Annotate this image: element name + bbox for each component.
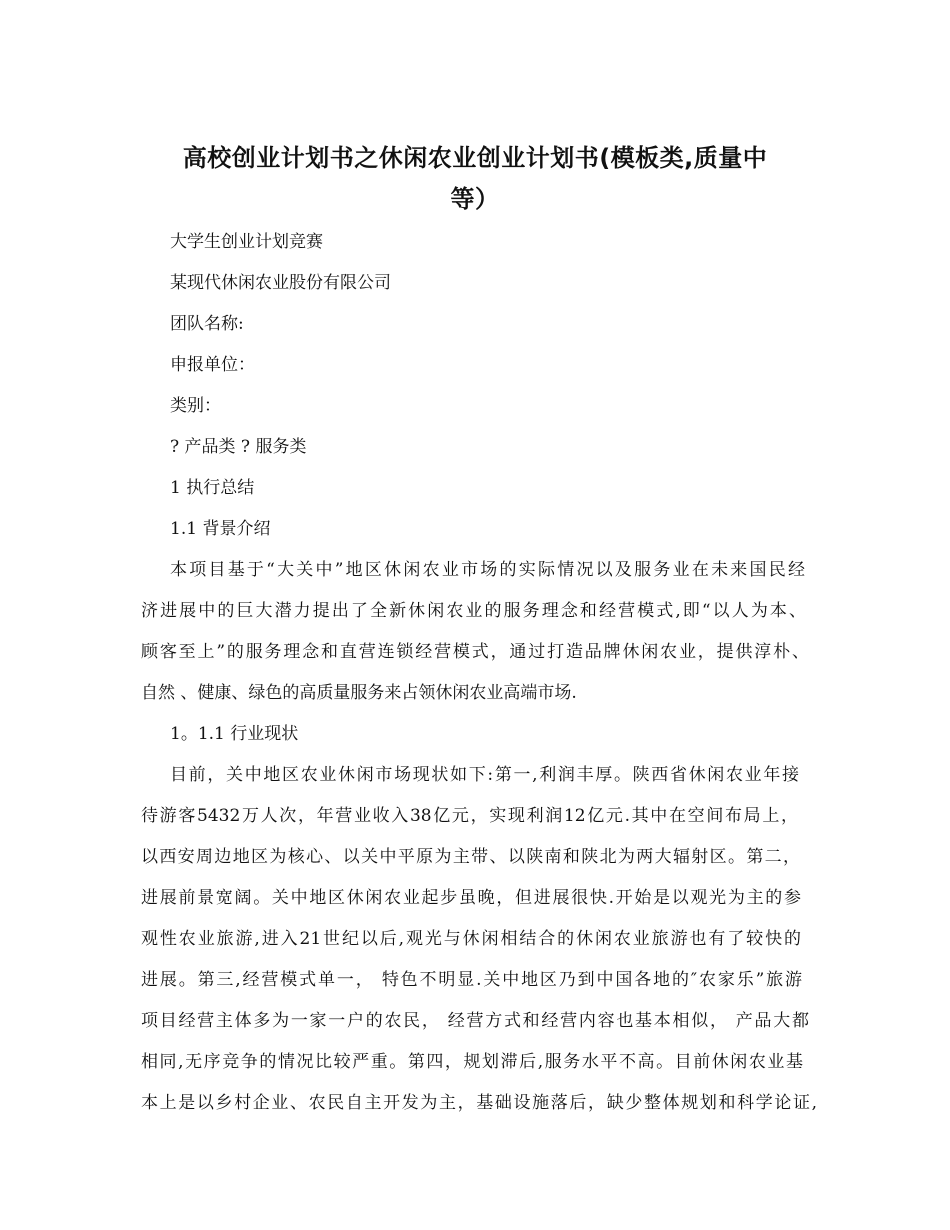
company-name: 某现代休闲农业股份有限公司 [170,273,391,293]
section-heading-1-1: 1.1 背景介绍 [170,519,271,539]
page-title-line-1: 高校创业计划书之休闲农业创业计划书(模板类,质量中 [182,144,768,172]
paragraph-line: 以西安周边地区为核心、以关中平原为主带、以陕南和陕北为两大辐射区。第二， [141,847,800,867]
paragraph-line: 待游客5432万人次，年营业收入38亿元，实现利润12亿元.其中在空间布局上， [141,806,798,826]
category-options: ? 产品类 ? 服务类 [170,437,307,457]
paragraph-line: 自然 、健康、绿色的高质量服务来占领休闲农业高端市场. [141,683,577,703]
paragraph-line: 本上是以乡村企业、农民自主开发为主，基础设施落后，缺少整体规划和科学论证, [141,1093,817,1113]
paragraph-line: 相同,无序竞争的情况比较严重。第四，规划滞后,服务水平不高。目前休闲农业基 [141,1052,803,1072]
paragraph-line: 项目经营主体多为一家一户的农民， 经营方式和经营内容也基本相似， 产品大都 [141,1011,809,1031]
category-label: 类别： [170,396,221,416]
paragraph-line: 目前，关中地区农业休闲市场现状如下:第一,利润丰厚。陕西省休闲农业年接 [170,765,799,785]
team-name-label: 团队名称: [170,314,244,334]
paragraph-line: 进展。第三,经营模式单一， 特色不明显.关中地区乃到中国各地的″农家乐”旅游 [141,970,802,990]
paragraph-line: 进展前景宽阔。关中地区休闲农业起步虽晚，但进展很快.开始是以观光为主的参 [141,888,801,908]
paragraph-line: 本项目基于“大关中”地区休闲农业市场的实际情况以及服务业在未来国民经 [170,560,805,580]
section-heading-1: 1 执行总结 [170,478,255,498]
paragraph-line: 济进展中的巨大潜力提出了全新休闲农业的服务理念和经营模式,即“以人为本、 [141,601,806,621]
applicant-unit-label: 申报单位： [170,355,255,375]
competition-name: 大学生创业计划竞赛 [170,232,323,252]
paragraph-line: 观性农业旅游,进入21世纪以后,观光与休闲相结合的休闲农业旅游也有了较快的 [141,929,801,949]
page-title-line-2: 等） [450,185,500,213]
section-heading-1-1-1: 1。1.1 行业现状 [170,724,299,744]
paragraph-line: 顾客至上”的服务理念和直营连锁经营模式，通过打造品牌休闲农业，提供淳朴、 [141,642,809,662]
